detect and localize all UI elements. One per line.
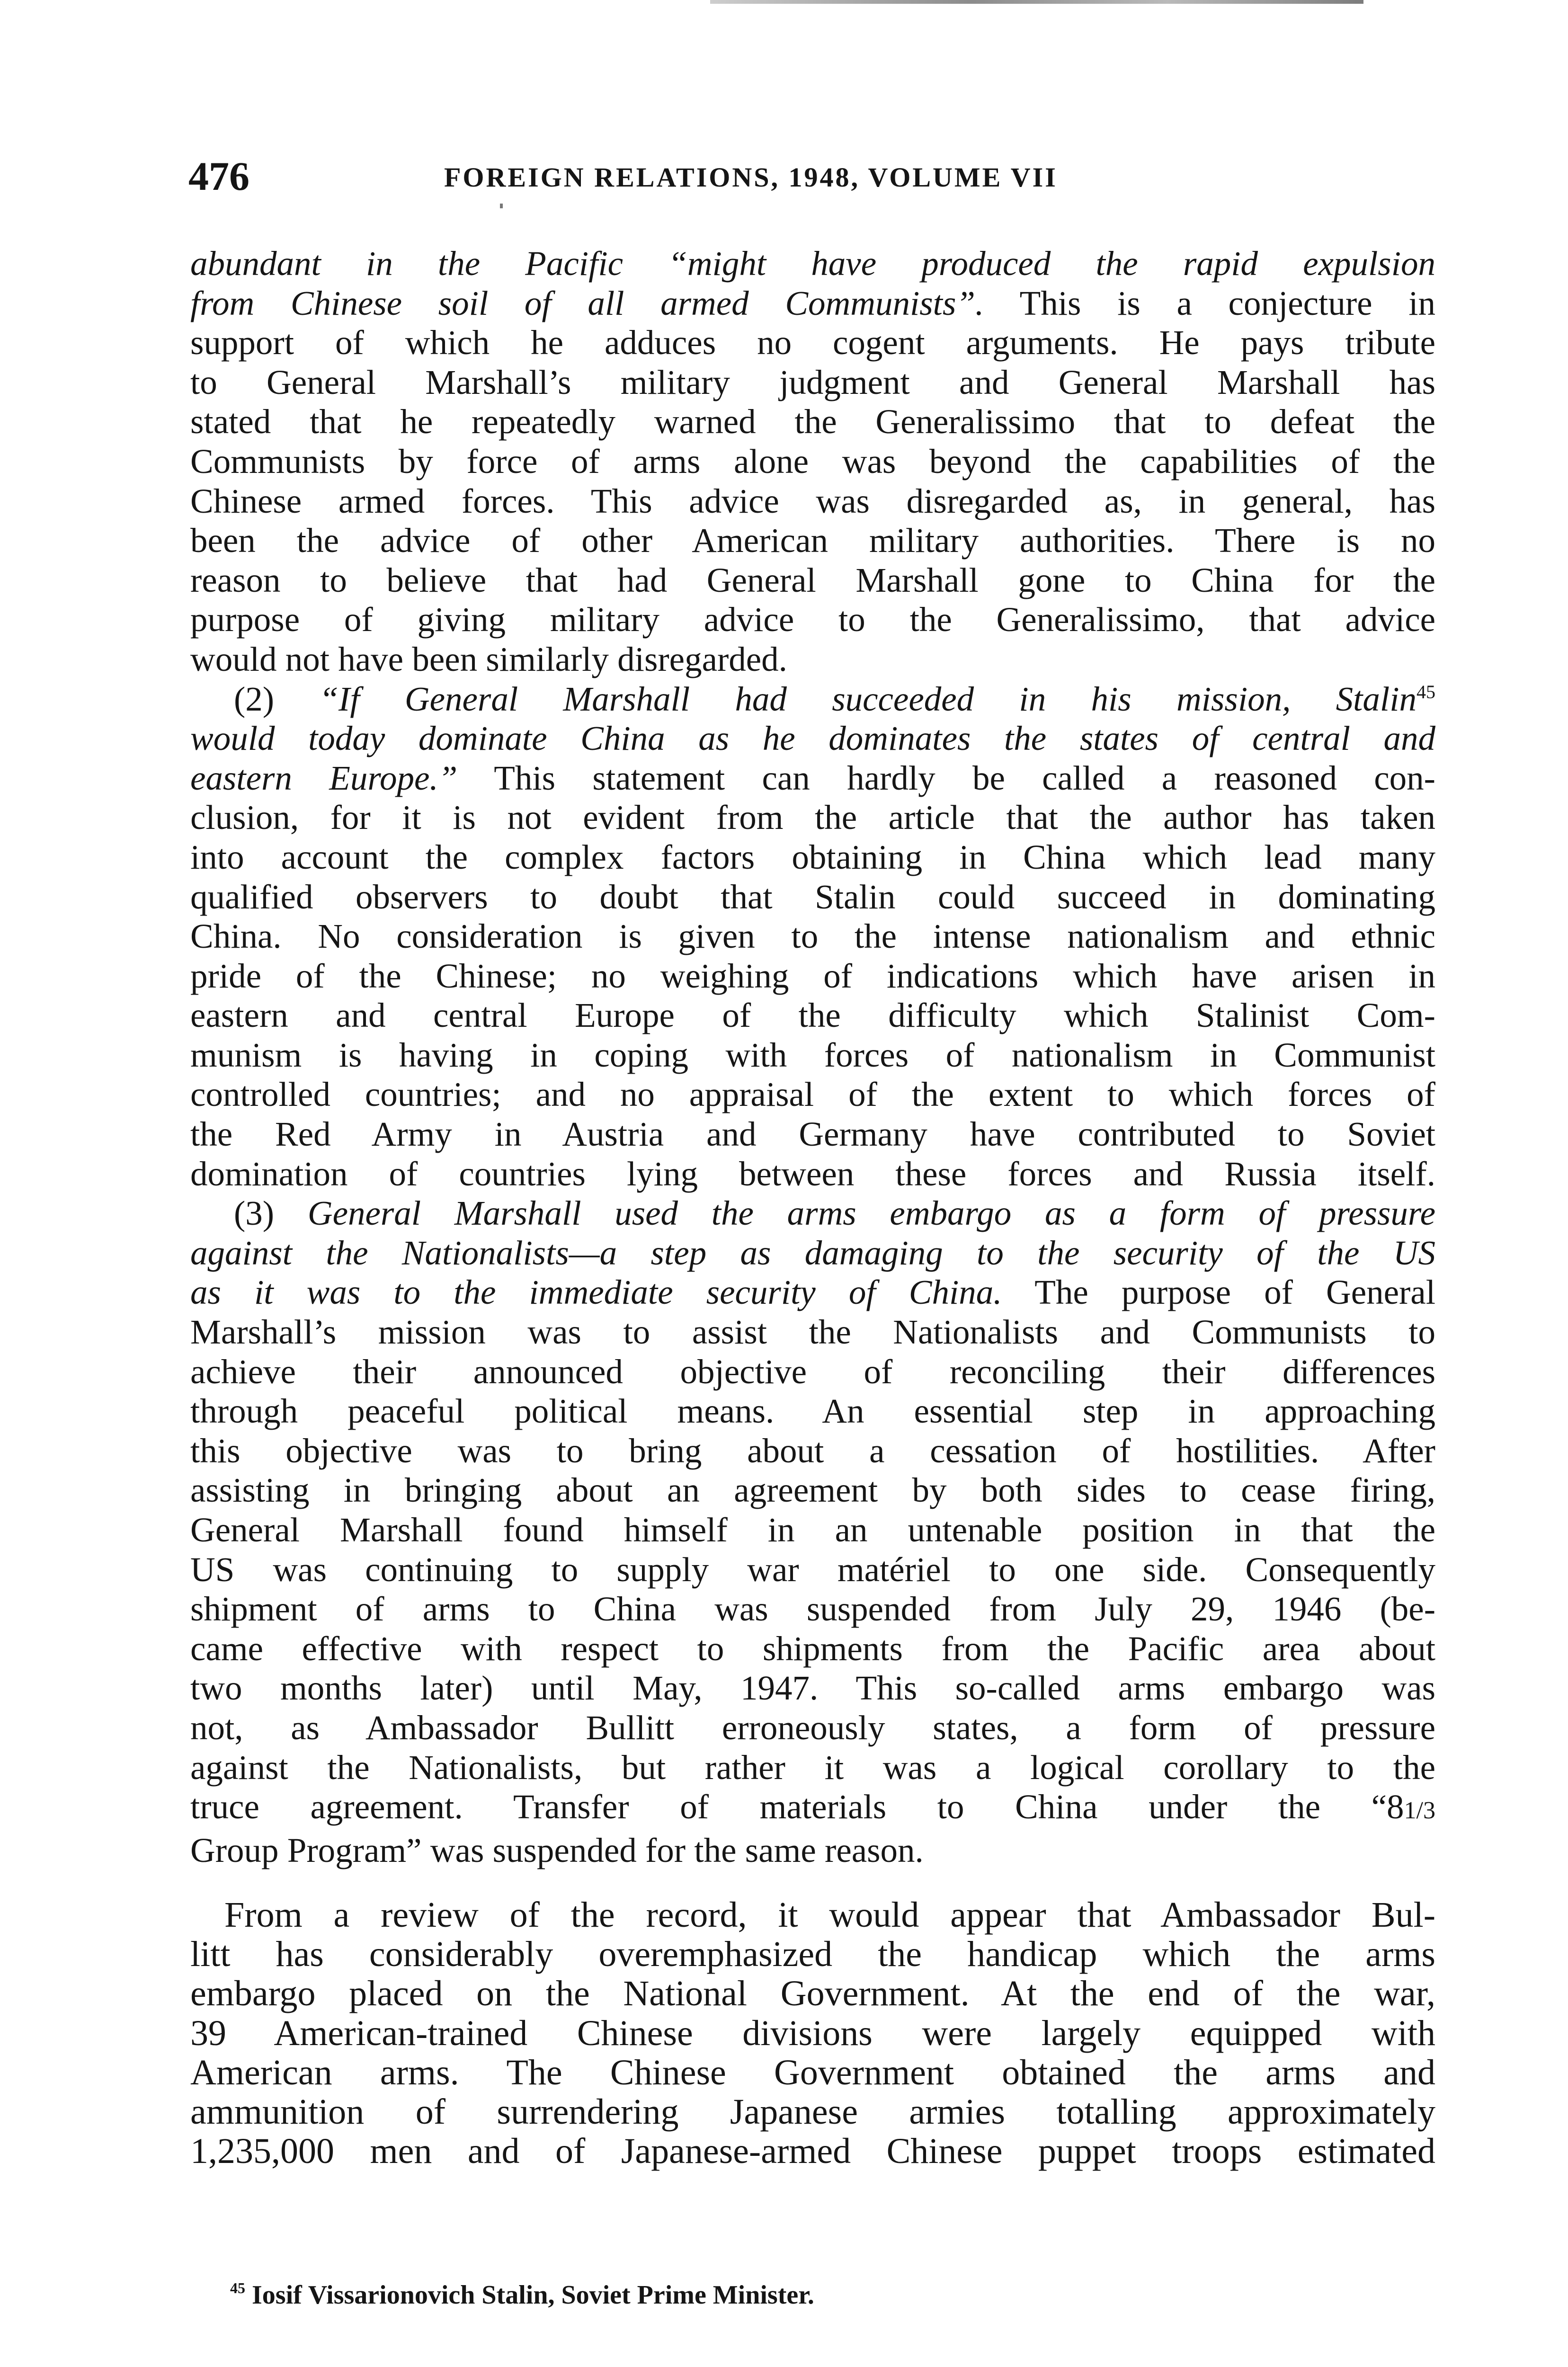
page-number: 476 xyxy=(188,153,249,199)
text-line: assisting in bringing about an agreement by both sides to cease firing, xyxy=(190,1471,1435,1510)
italic-quote: eastern Europe.” xyxy=(190,758,458,797)
text-line: US was continuing to supply war matériel to one side. Consequently xyxy=(190,1550,1435,1589)
line-rest: This statement can hardly be called a reasoned con- xyxy=(457,758,1435,797)
text-line: achieve their announced objective of reconciling their differences xyxy=(190,1352,1435,1391)
text-line: 39 American-trained Chinese divisions were largely equipped with xyxy=(190,2013,1435,2053)
text-line: been the advice of other American military authorities. There is no xyxy=(190,521,1435,560)
text-line xyxy=(190,284,1435,323)
text-line: two months later) until May, 1947. This so-called arms embargo was xyxy=(190,1669,1435,1708)
text-line: would not have been similarly disregarded. xyxy=(190,640,787,678)
text-line xyxy=(190,1272,1435,1312)
text-line xyxy=(190,758,1435,798)
paragraph-continuation xyxy=(190,244,1435,679)
text-line: the Red Army in Austria and Germany have contributed to Soviet xyxy=(190,1115,1435,1154)
footnote-text: Iosif Vissarionovich Stalin, Soviet Prime Minister. xyxy=(245,2280,814,2310)
text-line: clusion, for it is not evident from the article that the author has taken xyxy=(190,798,1435,837)
line-rest: This is a conjecture in xyxy=(984,284,1435,322)
running-head: FOREIGN RELATIONS, 1948, VOLUME VII xyxy=(444,162,1058,193)
text-line: China. No consideration is given to the intense nationalism and ethnic xyxy=(190,917,1435,956)
text-line: eastern and central Europe of the difficulty which Stalinist Com- xyxy=(190,996,1435,1035)
text-line: against the Nationalists, but rather it was a logical corollary to the xyxy=(190,1748,1435,1787)
text-line: purpose of giving military advice to the Generalissimo, that advice xyxy=(190,600,1435,639)
paragraph-point-2 xyxy=(190,679,1435,1194)
text-line: embargo placed on the National Government. At the end of the war, xyxy=(190,1974,1435,2014)
footnote-ref: 45 xyxy=(1417,681,1435,703)
text-line: litt has considerably overemphasized the handicap which the arms xyxy=(190,1934,1435,1975)
text-line: this objective was to bring about a cessation of hostilities. After xyxy=(190,1431,1435,1470)
text-line: Chinese armed forces. This advice was disregarded as, in general, has xyxy=(190,481,1435,520)
text-line: 1,235,000 men and of Japanese-armed Chinese puppet troops estimated xyxy=(190,2131,1435,2171)
text-line: From a review of the record, it would appear that Ambassador Bul- xyxy=(224,1895,1435,1935)
closing-paragraph xyxy=(190,1895,1435,2171)
scan-edge-artifact xyxy=(710,0,1363,4)
text-line: would today dominate China as he dominates the states of central and xyxy=(190,719,1435,758)
text-line: to General Marshall’s military judgment and General Marshall has xyxy=(190,363,1435,401)
text-line: support of which he adduces no cogent arguments. He pays tribute xyxy=(190,323,1435,362)
text-line: through peaceful political means. An essential step in approaching xyxy=(190,1392,1435,1431)
text-line: American arms. The Chinese Government obtained the arms and xyxy=(190,2052,1435,2092)
text-line: qualified observers to doubt that Stalin could succeed in dominating xyxy=(190,877,1435,916)
text-line: domination of countries lying between these forces and Russia itself. xyxy=(190,1154,1435,1193)
line-rest: truce agreement. Transfer of materials to China under the “8 xyxy=(190,1788,1404,1826)
text-line: against the Nationalists—a step as damaging to the security of the US xyxy=(190,1233,1435,1272)
text-line xyxy=(190,1193,1435,1233)
print-mark xyxy=(500,204,503,208)
text-line: controlled countries; and no appraisal of the extent to which forces of xyxy=(190,1075,1435,1114)
text-line: reason to believe that had General Marshall gone to China for the xyxy=(190,561,1435,599)
footnote-marker: 45 xyxy=(230,2279,245,2296)
text-line: Group Program” was suspended for the same reason. xyxy=(190,1831,924,1869)
text-line xyxy=(190,679,1435,719)
italic-quote: from Chinese soil of all armed Communists”. xyxy=(190,284,984,322)
line-rest: The purpose of General xyxy=(1002,1273,1435,1312)
point-number: (3) xyxy=(234,1194,308,1233)
text-line: pride of the Chinese; no weighing of indications which have arisen in xyxy=(190,956,1435,995)
footnote xyxy=(230,2276,814,2314)
fraction: 1/3 xyxy=(1404,1797,1435,1824)
text-line: Marshall’s mission was to assist the Nationalists and Communists to xyxy=(190,1313,1435,1352)
text-line: abundant in the Pacific “might have produced the rapid expulsion xyxy=(190,244,1435,283)
text-line: into account the complex factors obtaining in China which lead many xyxy=(190,837,1435,876)
text-line: not, as Ambassador Bullitt erroneously states, a form of pressure xyxy=(190,1708,1435,1747)
text-line: came effective with respect to shipments from the Pacific area about xyxy=(190,1629,1435,1668)
page-header xyxy=(188,152,1438,200)
text-line: stated that he repeatedly warned the Generalissimo that to defeat the xyxy=(190,402,1435,441)
paragraph-point-3 xyxy=(190,1193,1435,1870)
italic-quote: “If General Marshall had succeeded in his mission, Stalin xyxy=(319,679,1417,718)
text-line: ammunition of surrendering Japanese armies totalling approximately xyxy=(190,2092,1435,2132)
text-line: Communists by force of arms alone was beyond the capabilities of the xyxy=(190,442,1435,481)
italic-quote: General Marshall used the arms embargo as a form of pressure xyxy=(307,1194,1435,1233)
italic-quote: as it was to the immediate security of China. xyxy=(190,1273,1002,1312)
text-line: General Marshall found himself in an untenable position in that the xyxy=(190,1511,1435,1549)
main-text-block xyxy=(190,244,1435,1870)
text-line: shipment of arms to China was suspended from July 29, 1946 (be- xyxy=(190,1590,1435,1628)
text-line: munism is having in coping with forces of nationalism in Communist xyxy=(190,1035,1435,1074)
text-line xyxy=(190,1787,1435,1831)
point-number: (2) xyxy=(234,679,320,718)
